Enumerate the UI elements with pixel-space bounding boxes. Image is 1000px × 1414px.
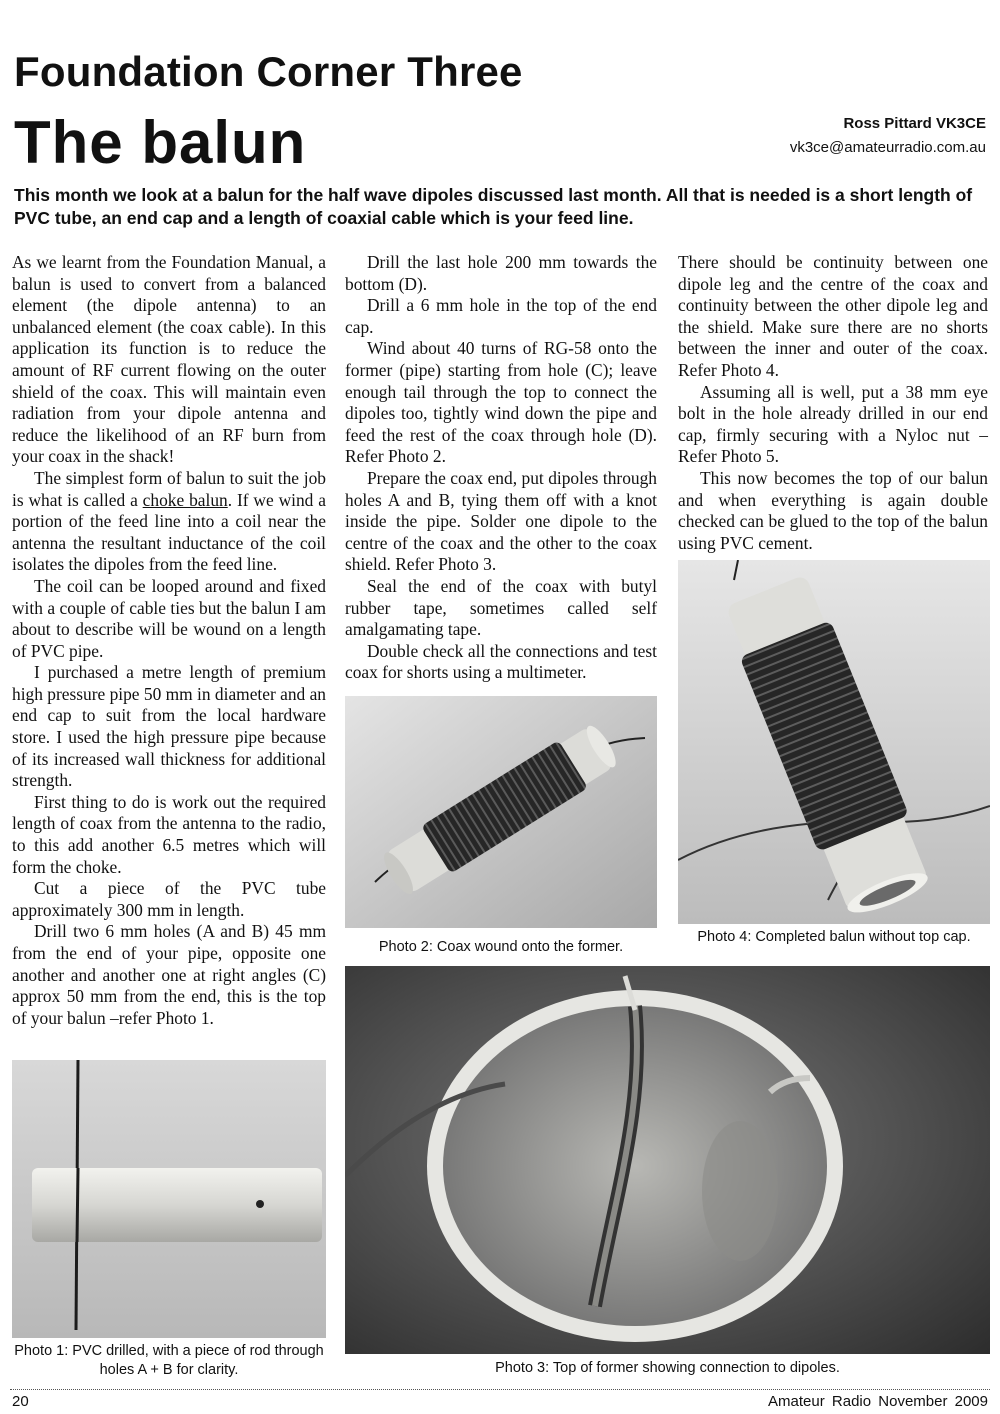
body-paragraph: Seal the end of the coax with butyl rubber tape, sometimes called self amalgamating tape.: [345, 575, 657, 640]
photo-3-caption: Photo 3: Top of former showing connection to dipoles.: [495, 1360, 840, 1376]
column-2: [345, 252, 657, 684]
text-run: . If we wind a portion of the feed line into a coil near the antenna the resultant inductance of the coil isolates the dipoles from the feed line.: [12, 489, 326, 575]
photo-3-top-of-former: [345, 966, 990, 1354]
body-paragraph: The coil can be looped around and fixed with a couple of cable ties but the balun I am about to describe will be wound on a length of PVC pipe.: [12, 575, 326, 661]
body-paragraph: [12, 468, 326, 576]
body-paragraph: Drill two 6 mm holes (A and B) 45 mm from the end of your pipe, opposite one another and another one at right angles (C) approx 50 mm from the end, this is the top of your balun –refer Photo 1.: [12, 921, 326, 1028]
column-3: [678, 252, 988, 554]
body-paragraph: Cut a piece of the PVC tube approximately 300 mm in length.: [12, 878, 326, 920]
photo-3-image: [345, 966, 990, 1354]
footer-rule: [10, 1389, 990, 1390]
choke-balun-term: choke balun: [142, 489, 228, 510]
author-name: Ross Pittard VK3CE: [843, 115, 986, 132]
body-paragraph: Double check all the connections and test coax for shorts using a multimeter.: [345, 640, 657, 683]
photo-1-pvc-drilled: [12, 1060, 326, 1338]
series-title: Foundation Corner Three: [14, 48, 523, 95]
body-paragraph: Wind about 40 turns of RG-58 onto the former (pipe) starting from hole (C); leave enough tail through the top to connect the dipoles too, tightly wind down the pipe and feed the rest of the coax through hole (D). Refer Photo 2.: [345, 338, 657, 467]
body-paragraph: Drill the last hole 200 mm towards the bottom (D).: [345, 252, 657, 294]
body-paragraph: This now becomes the top of our balun and when everything is again double checked can be glued to the top of the balun using PVC cement.: [678, 467, 988, 553]
photo-4-caption: Photo 4: Completed balun without top cap.: [697, 929, 971, 945]
photo-1-caption: Photo 1: PVC drilled, with a piece of rod through holes A + B for clarity.: [14, 1343, 324, 1378]
column-1: [12, 252, 326, 1029]
publication-footer: Amateur Radio November 2009: [768, 1393, 988, 1410]
body-paragraph: Assuming all is well, put a 38 mm eye bolt in the hole already drilled in our end cap, firmly securing with a Nyloc nut – Refer Photo 5.: [678, 381, 988, 467]
photo-1-image: [12, 1060, 326, 1338]
photo-2-image: [345, 696, 657, 928]
body-paragraph: As we learnt from the Foundation Manual, a balun is used to convert from a balanced element (the dipole antenna) to an unbalanced element (the coax cable). In this application its function is to reduce the amount of RF current flowing on the outer shield of the coax. This will maintain even radiation from your dipole antenna and reduce the likelihood of an RF burn from your coax in the shack!: [12, 252, 326, 467]
page-number: 20: [12, 1393, 29, 1410]
photo-2-caption: Photo 2: Coax wound onto the former.: [378, 939, 624, 955]
photo-2-coax-wound: [345, 696, 657, 928]
intro-standfirst: This month we look at a balun for the half wave dipoles discussed last month. All that is needed is a short length of PVC tube, an end cap and a length of coaxial cable which is your feed line.: [14, 185, 973, 228]
text-run: The simplest form of balun to suit the job is what is called a: [12, 467, 326, 510]
photo-4-completed-balun: [678, 560, 990, 924]
photo-4-image: [678, 560, 990, 924]
body-paragraph: First thing to do is work out the required length of coax from the antenna to the radio, to this add another 6.5 metres which will form the choke.: [12, 791, 326, 877]
body-paragraph: Drill a 6 mm hole in the top of the end cap.: [345, 295, 657, 337]
body-paragraph: I purchased a metre length of premium high pressure pipe 50 mm in diameter and an end cap to suit from the local hardware store. I used the high pressure pipe because of its increased wall thickness for additional strength.: [12, 662, 326, 791]
body-paragraph: There should be continuity between one dipole leg and the centre of the coax and continuity between the other dipole leg and the shield. Make sure there are no shorts between the inner and outer of the coax. Refer Photo 4.: [678, 252, 988, 380]
author-email: vk3ce@amateurradio.com.au: [789, 139, 986, 156]
body-paragraph: Prepare the coax end, put dipoles through holes A and B, tying them off with a knot inside the pipe. Solder one dipole to the centre of the coax and the other to the coax shield. Refer Photo 3.: [345, 467, 657, 575]
article-title: The balun: [14, 109, 307, 176]
